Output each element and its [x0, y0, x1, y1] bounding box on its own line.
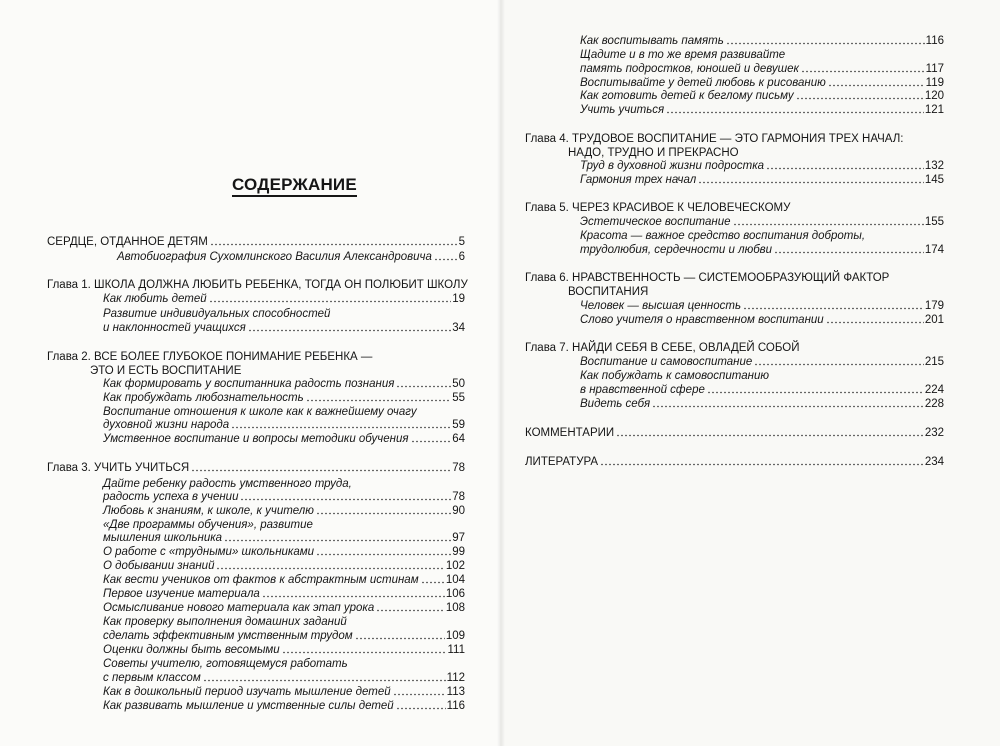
toc-entry[interactable]	[103, 321, 465, 335]
dot-leader	[707, 391, 924, 394]
toc-page-number: 64	[452, 433, 465, 445]
toc-entry[interactable]	[580, 355, 944, 369]
toc-entry-title: СЕРДЦЕ, ОТДАННОЕ ДЕТЯМ	[47, 236, 208, 248]
dot-leader	[411, 440, 452, 443]
toc-entry[interactable]	[580, 159, 944, 173]
dot-leader	[231, 426, 451, 429]
toc-entry[interactable]	[103, 601, 465, 615]
dot-leader	[421, 581, 445, 584]
toc-entry[interactable]	[103, 629, 465, 643]
book-gutter	[497, 0, 505, 746]
toc-page-number: 224	[924, 384, 944, 396]
toc-entry[interactable]	[580, 383, 944, 397]
toc-entry-line: Красота — важное средство воспитания доброты,	[580, 230, 866, 242]
dot-leader	[698, 181, 924, 184]
toc-page-number: 228	[924, 398, 944, 410]
toc-page-number: 108	[445, 602, 465, 614]
chapter-heading: Глава 1. ШКОЛА ДОЛЖНА ЛЮБИТЬ РЕБЕНКА, ТОГДА ОН ПОЛЮБИТ ШКОЛУ	[47, 279, 468, 291]
dot-leader	[826, 321, 924, 324]
toc-entry-title: КОММЕНТАРИИ	[525, 427, 615, 439]
toc-entry-title: мышления школьника	[103, 532, 223, 544]
toc-entry[interactable]	[580, 215, 944, 229]
chapter-heading: Глава 5. ЧЕРЕЗ КРАСИВОЕ К ЧЕЛОВЕЧЕСКОМУ	[525, 202, 791, 214]
toc-page-number: 99	[452, 546, 465, 558]
toc-entry-title: Глава 3. УЧИТЬ УЧИТЬСЯ	[47, 462, 190, 474]
toc-entry-title: Как формировать у воспитанника радость познания	[103, 378, 395, 390]
toc-page-number: 119	[925, 77, 944, 89]
toc-page-number: 174	[924, 244, 944, 256]
toc-entry-title: Как любить детей	[103, 293, 207, 305]
chapter-heading: ЭТО И ЕСТЬ ВОСПИТАНИЕ	[90, 365, 242, 377]
toc-heart[interactable]	[47, 235, 465, 249]
dot-leader	[282, 651, 447, 654]
toc-page-number: 19	[452, 293, 465, 305]
toc-page-number: 6	[458, 251, 465, 263]
dot-leader	[600, 463, 924, 466]
toc-entry-title: Как в дошкольный период изучать мышление детей	[103, 686, 391, 698]
toc-entry-title: Как воспитывать память	[580, 35, 724, 47]
toc-entry-title: Воспитывайте у детей любовь к рисованию	[580, 77, 826, 89]
toc-entry-title: Как пробуждать любознательность	[103, 392, 304, 404]
toc-entry-title: ЛИТЕРАТУРА	[525, 456, 599, 468]
toc-page-number: 90	[452, 505, 465, 517]
chapter-heading: ВОСПИТАНИЯ	[568, 286, 649, 298]
toc-entry[interactable]	[580, 62, 944, 76]
toc-entry-title: память подростков, юношей и девушек	[580, 63, 799, 75]
dot-leader	[306, 399, 452, 402]
dot-leader	[743, 307, 924, 310]
toc-entry-title: Осмысливание нового материала как этап урока	[103, 602, 375, 614]
toc-entry[interactable]	[103, 545, 465, 559]
toc-page-number: 111	[447, 644, 465, 656]
dot-leader	[316, 512, 451, 515]
chapter-heading: Глава 7. НАЙДИ СЕБЯ В СЕБЕ, ОВЛАДЕЙ СОБОЙ	[525, 342, 800, 354]
toc-entry-title: Умственное воспитание и вопросы методики обучения	[103, 433, 409, 445]
toc-page-number: 97	[452, 532, 465, 544]
toc-entry-title: с первым классом	[103, 672, 201, 684]
toc-entry[interactable]	[103, 643, 465, 657]
toc-page-number: 155	[924, 216, 944, 228]
toc-comments[interactable]	[525, 426, 944, 440]
dot-leader	[774, 251, 924, 254]
toc-entry-title: Воспитание и самовоспитание	[580, 356, 753, 368]
dot-leader	[210, 243, 458, 246]
toc-entry[interactable]	[580, 299, 944, 313]
toc-entry[interactable]	[103, 292, 465, 306]
dot-leader	[766, 167, 924, 170]
toc-entry-title: сделать эффективным умственным трудом	[103, 630, 353, 642]
toc-entry-line: Как проверку выполнения домашних заданий	[103, 616, 347, 628]
toc-entry-title: О работе с «трудными» школьниками	[103, 546, 315, 558]
toc-entry[interactable]	[580, 103, 944, 117]
toc-page-number: 104	[445, 574, 465, 586]
toc-page-number: 113	[446, 686, 465, 698]
toc-entry[interactable]	[103, 391, 465, 405]
toc-page-number: 78	[452, 462, 465, 474]
dot-leader	[828, 84, 925, 87]
toc-page-number: 179	[924, 300, 944, 312]
toc-page-number: 120	[924, 90, 944, 102]
dot-leader	[666, 111, 924, 114]
toc-entry-title: радость успеха в учении	[103, 491, 239, 503]
chapter-heading: Глава 2. ВСЕ БОЛЕЕ ГЛУБОКОЕ ПОНИМАНИЕ РЕБЕНКА —	[47, 351, 373, 363]
dot-leader	[801, 70, 925, 73]
toc-entry-title: Эстетическое воспитание	[580, 216, 731, 228]
toc-page-number: 121	[924, 104, 944, 116]
dot-leader	[262, 595, 445, 598]
toc-entry[interactable]	[103, 671, 465, 685]
dot-leader	[316, 553, 451, 556]
dot-leader	[191, 469, 451, 472]
toc-page-number: 215	[924, 356, 944, 368]
dot-leader	[224, 539, 451, 542]
dot-leader	[754, 363, 924, 366]
toc-page-number: 116	[925, 35, 944, 47]
toc-entry-title: Труд в духовной жизни подростка	[580, 160, 765, 172]
toc-entry-line: Дайте ребенку радость умственного труда,	[103, 478, 352, 490]
toc-entry-line: «Две программы обучения», развитие	[103, 519, 313, 531]
toc-entry[interactable]	[103, 559, 465, 573]
toc-entry-line: Советы учителю, готовящемуся работать	[103, 658, 348, 670]
toc-entry-title: Учить учиться	[580, 104, 665, 116]
dot-leader	[376, 609, 445, 612]
toc-page-number: 5	[458, 236, 465, 248]
dot-leader	[248, 329, 451, 332]
dot-leader	[434, 258, 458, 261]
toc-entry[interactable]	[103, 699, 465, 713]
toc-entry-title: Оценки должны быть весомыми	[103, 644, 280, 656]
toc-entry-title: Как готовить детей к беглому письму	[580, 90, 794, 102]
toc-page-number: 50	[452, 378, 465, 390]
toc-entry-title: Человек — высшая ценность	[580, 300, 741, 312]
dot-leader	[652, 405, 924, 408]
chapter-heading: Глава 6. НРАВСТВЕННОСТЬ — СИСТЕМООБРАЗУЮЩИЙ ФАКТОР	[525, 272, 890, 284]
toc-page-number: 145	[924, 174, 944, 186]
toc-entry-title: Как развивать мышление и умственные силы детей	[103, 700, 394, 712]
dot-leader	[396, 707, 446, 710]
toc-heading: СОДЕРЖАНИЕ	[232, 175, 357, 197]
toc-entry-title: Видеть себя	[580, 398, 651, 410]
toc-page-number: 59	[452, 419, 465, 431]
toc-entry[interactable]	[103, 377, 465, 391]
dot-leader	[733, 223, 924, 226]
toc-entry-title: и наклонностей учащихся	[103, 322, 246, 334]
toc-literature[interactable]	[525, 455, 944, 469]
dot-leader	[616, 434, 924, 437]
toc-entry[interactable]	[580, 34, 944, 48]
dot-leader	[726, 42, 925, 45]
dot-leader	[216, 567, 444, 570]
toc-entry-line: Как побуждать к самовоспитанию	[580, 370, 769, 382]
toc-entry[interactable]	[103, 685, 465, 699]
chapter-heading: НАДО, ТРУДНО И ПРЕКРАСНО	[568, 147, 739, 159]
toc-page-number: 201	[924, 314, 944, 326]
toc-entry-title: Автобиография Сухомлинского Василия Александровича	[117, 251, 432, 263]
toc-entry-title: Как вести учеников от фактов к абстрактным истинам	[103, 574, 419, 586]
toc-entry-title: О добывании знаний	[103, 560, 215, 572]
toc-entry-line: Развитие индивидуальных способностей	[103, 308, 331, 320]
toc-entry-title: Слово учителя о нравственном воспитании	[580, 314, 824, 326]
toc-entry-line: Воспитание отношения к школе как к важнейшему очагу	[103, 406, 417, 418]
toc-entry[interactable]	[103, 573, 465, 587]
toc-entry[interactable]	[103, 587, 465, 601]
toc-page-number: 55	[452, 392, 465, 404]
toc-entry[interactable]	[580, 243, 944, 257]
toc-page-number: 106	[445, 588, 465, 600]
toc-entry[interactable]	[103, 432, 465, 446]
toc-entry[interactable]	[580, 397, 944, 411]
toc-entry-title: Первое изучение материала	[103, 588, 260, 600]
toc-entry[interactable]	[580, 313, 944, 327]
toc-page-number: 132	[924, 160, 944, 172]
toc-page-number: 117	[925, 63, 944, 75]
toc-page-number: 102	[445, 560, 465, 572]
toc-page-number: 109	[445, 630, 465, 642]
dot-leader	[393, 693, 446, 696]
dot-leader	[796, 97, 924, 100]
dot-leader	[209, 300, 452, 303]
toc-autobiography[interactable]	[117, 250, 465, 264]
toc-entry[interactable]	[103, 531, 465, 545]
toc-page-number: 234	[924, 456, 944, 468]
toc-entry[interactable]	[580, 173, 944, 187]
toc-page-number: 34	[452, 322, 465, 334]
toc-page-number: 232	[924, 427, 944, 439]
toc-entry-title: в нравственной сфере	[580, 384, 705, 396]
toc-entry-title: духовной жизни народа	[103, 419, 230, 431]
dot-leader	[240, 498, 451, 501]
toc-entry[interactable]	[580, 76, 944, 90]
toc-page-number: 112	[446, 672, 465, 684]
dot-leader	[396, 385, 451, 388]
chapter-heading[interactable]	[47, 461, 465, 475]
toc-entry[interactable]	[103, 418, 465, 432]
toc-entry[interactable]	[580, 89, 944, 103]
toc-entry-title: Гармония трех начал	[580, 174, 697, 186]
toc-page-number: 116	[446, 700, 465, 712]
toc-entry[interactable]	[103, 504, 465, 518]
dot-leader	[355, 637, 445, 640]
toc-page-number: 78	[452, 491, 465, 503]
toc-entry[interactable]	[103, 490, 465, 504]
dot-leader	[203, 679, 446, 682]
chapter-heading: Глава 4. ТРУДОВОЕ ВОСПИТАНИЕ — ЭТО ГАРМОНИЯ ТРЕХ НАЧАЛ:	[525, 133, 904, 145]
toc-entry-title: трудолюбия, сердечности и любви	[580, 244, 773, 256]
toc-entry-line: Щадите и в то же время развивайте	[580, 49, 786, 61]
toc-entry-title: Любовь к знаниям, к школе, к учителю	[103, 505, 314, 517]
